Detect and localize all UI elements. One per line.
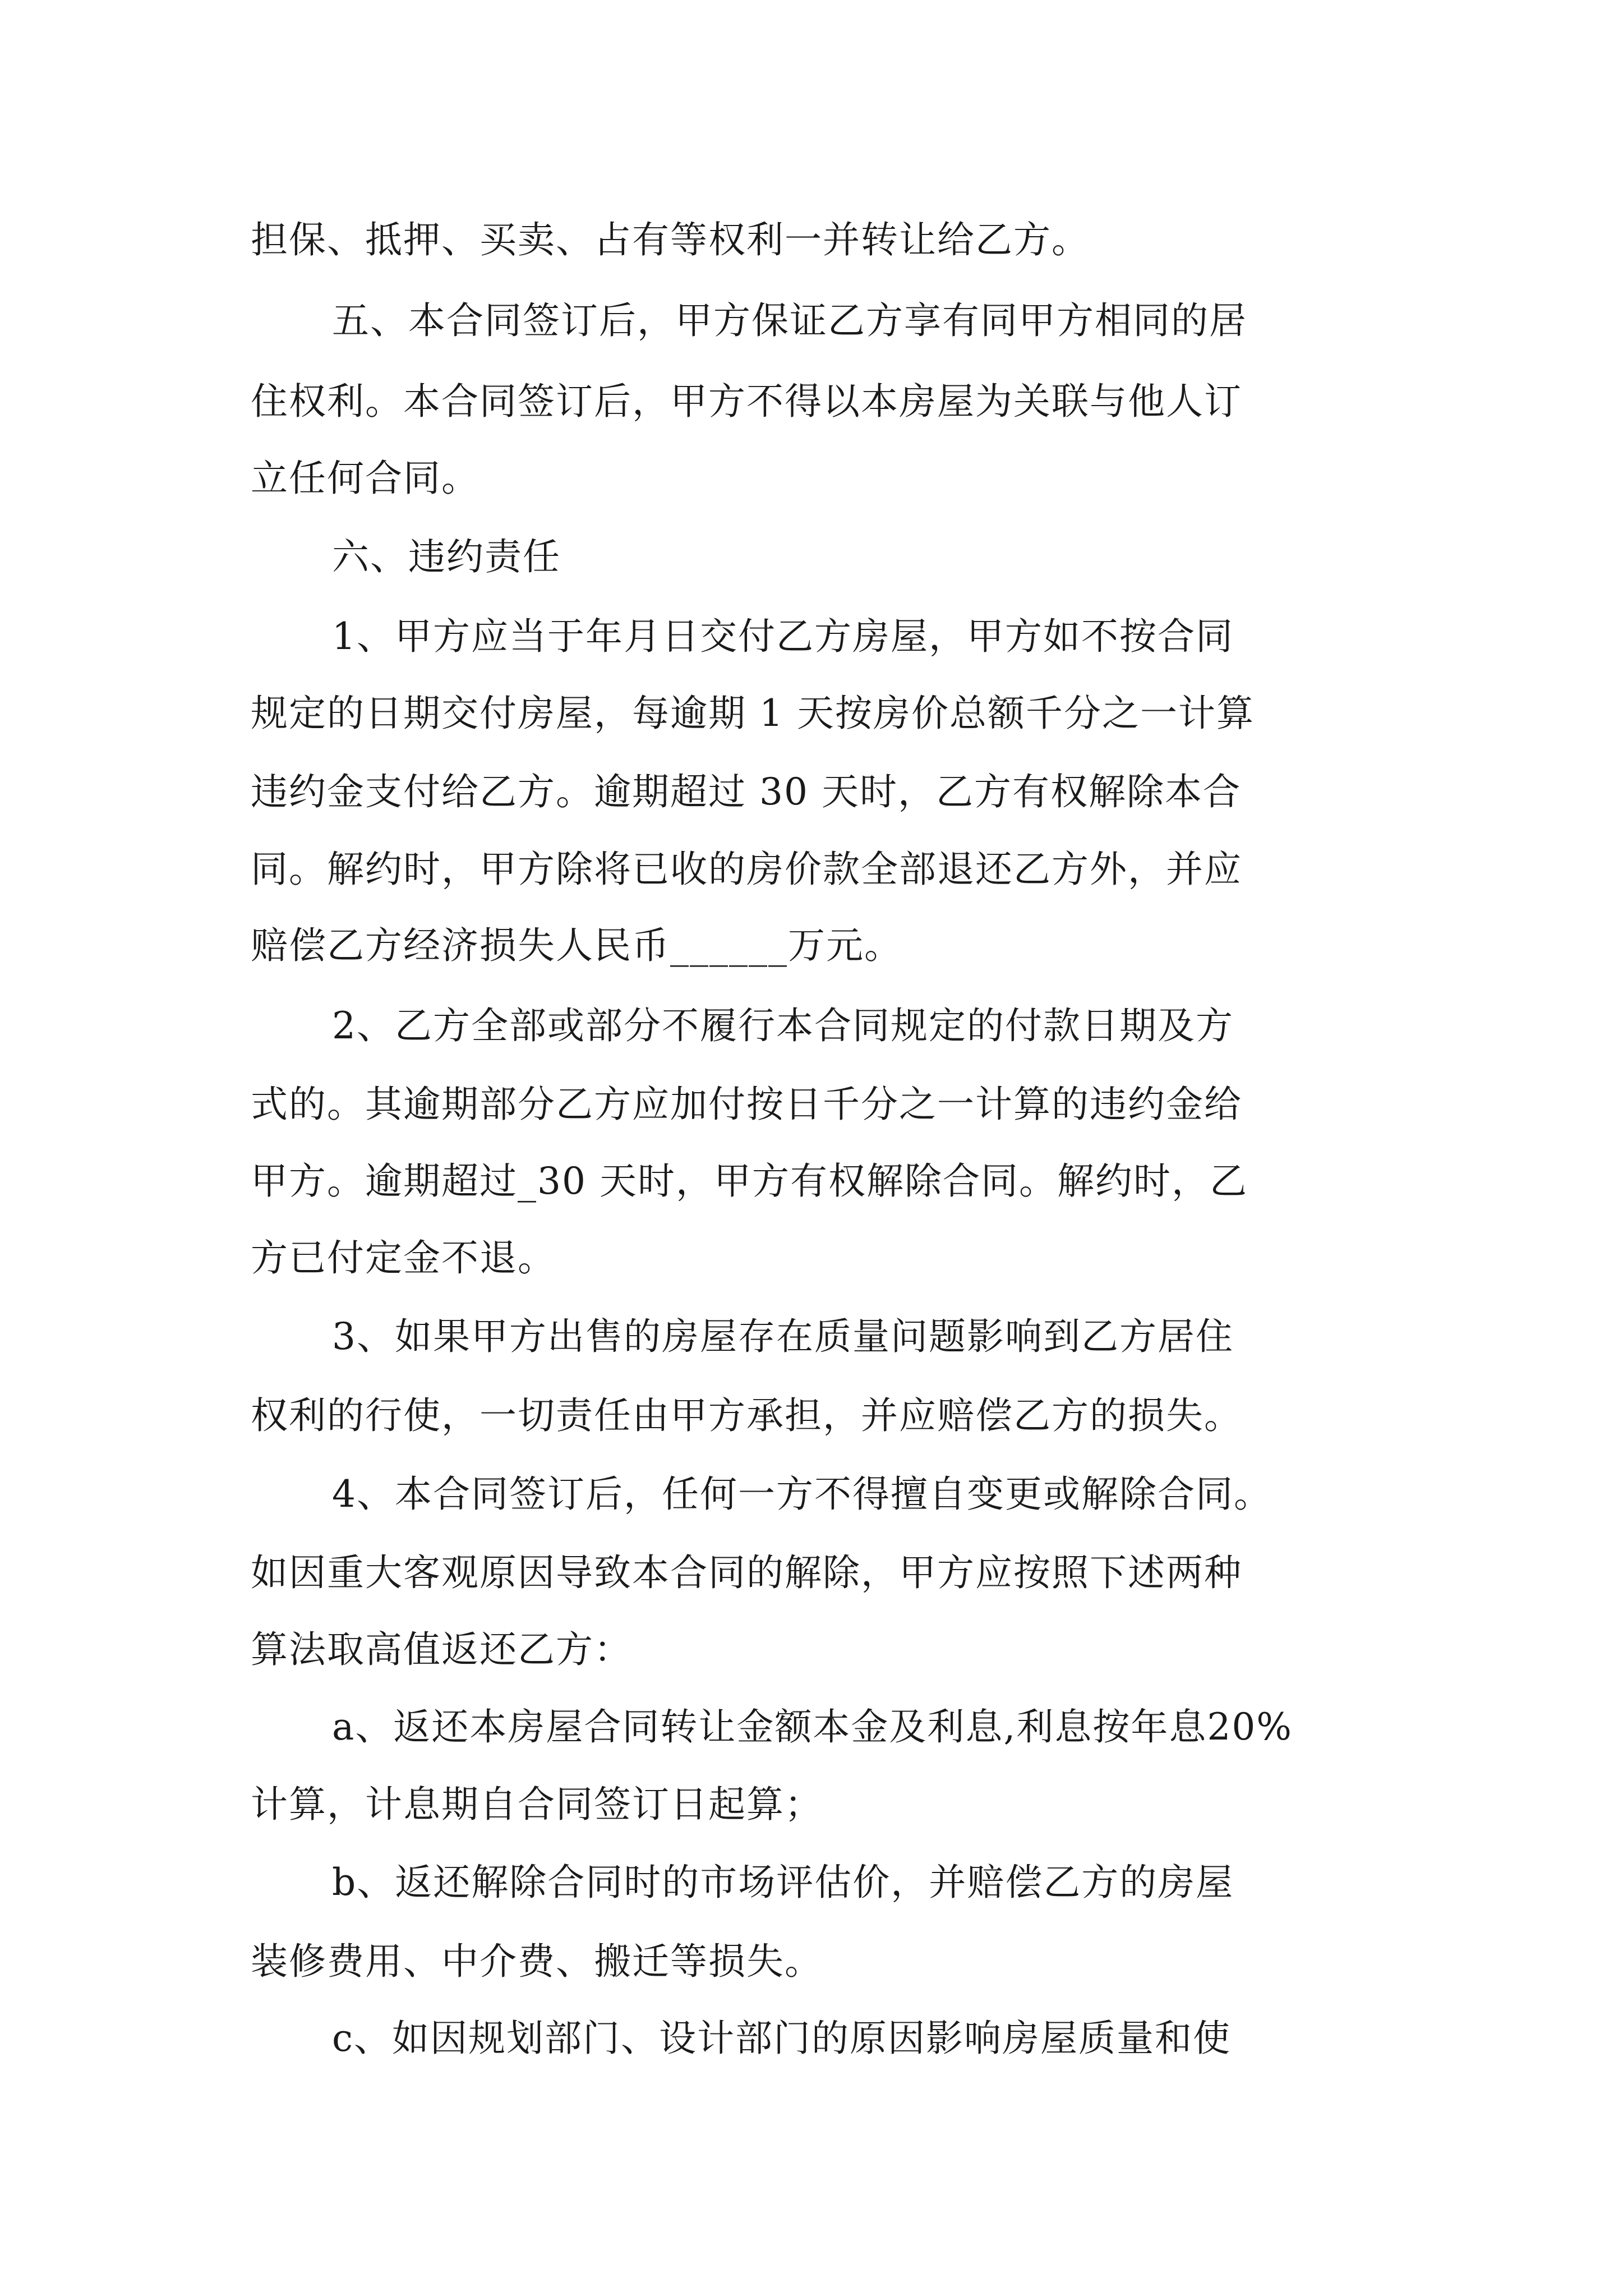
text-line: 方已付定金不退。 — [251, 1236, 556, 1280]
text-line: 同。解约时，甲方除将已收的房价款全部退还乙方外，并应 — [251, 848, 1242, 891]
text-line: 规定的日期交付房屋，每逾期 1 天按房价总额千分之一计算 — [251, 692, 1255, 735]
item-b-line: b、返还解除合同时的市场评估价，并赔偿乙方的房屋 — [332, 1861, 1234, 1904]
text-line: 立任何合同。 — [251, 457, 479, 500]
clause-5-line: 五、本合同签订后，甲方保证乙方享有同甲方相同的居 — [332, 299, 1247, 342]
text-line: 计算，计息期自合同签订日起算； — [251, 1783, 823, 1826]
item-4-line: 4、本合同签订后，任何一方不得擅自变更或解除合同。 — [332, 1473, 1272, 1516]
text-line: 式的。其逾期部分乙方应加付按日千分之一计算的违约金给 — [251, 1083, 1242, 1126]
text-line: 住权利。本合同签订后，甲方不得以本房屋为关联与他人订 — [251, 380, 1242, 423]
item-a-line: a、返还本房屋合同转让金额本金及利息,利息按年息20% — [332, 1705, 1293, 1749]
text-line: 权利的行使，一切责任由甲方承担，并应赔偿乙方的损失。 — [251, 1394, 1242, 1437]
text-line: 如因重大客观原因导致本合同的解除，甲方应按照下述两种 — [251, 1551, 1242, 1594]
item-1-line: 1、甲方应当于年月日交付乙方房屋，甲方如不按合同 — [332, 615, 1234, 658]
text-line: 算法取高值返还乙方： — [251, 1628, 632, 1671]
text-line: 担保、抵押、买卖、占有等权利一并转让给乙方。 — [251, 218, 1090, 261]
text-line: 装修费用、中介费、搬迁等损失。 — [251, 1940, 823, 1983]
text-line: 赔偿乙方经济损失人民币______万元。 — [251, 924, 902, 967]
item-2-line: 2、乙方全部或部分不履行本合同规定的付款日期及方 — [332, 1004, 1234, 1047]
item-c-line: c、如因规划部门、设计部门的原因影响房屋质量和使 — [332, 2017, 1231, 2060]
text-line: 违约金支付给乙方。逾期超过 30 天时，乙方有权解除本合 — [251, 770, 1241, 813]
text-line: 甲方。逾期超过_30 天时，甲方有权解除合同。解约时，乙 — [251, 1159, 1248, 1203]
item-3-line: 3、如果甲方出售的房屋存在质量问题影响到乙方居住 — [332, 1315, 1234, 1358]
section-heading-breach: 六、违约责任 — [332, 535, 561, 578]
